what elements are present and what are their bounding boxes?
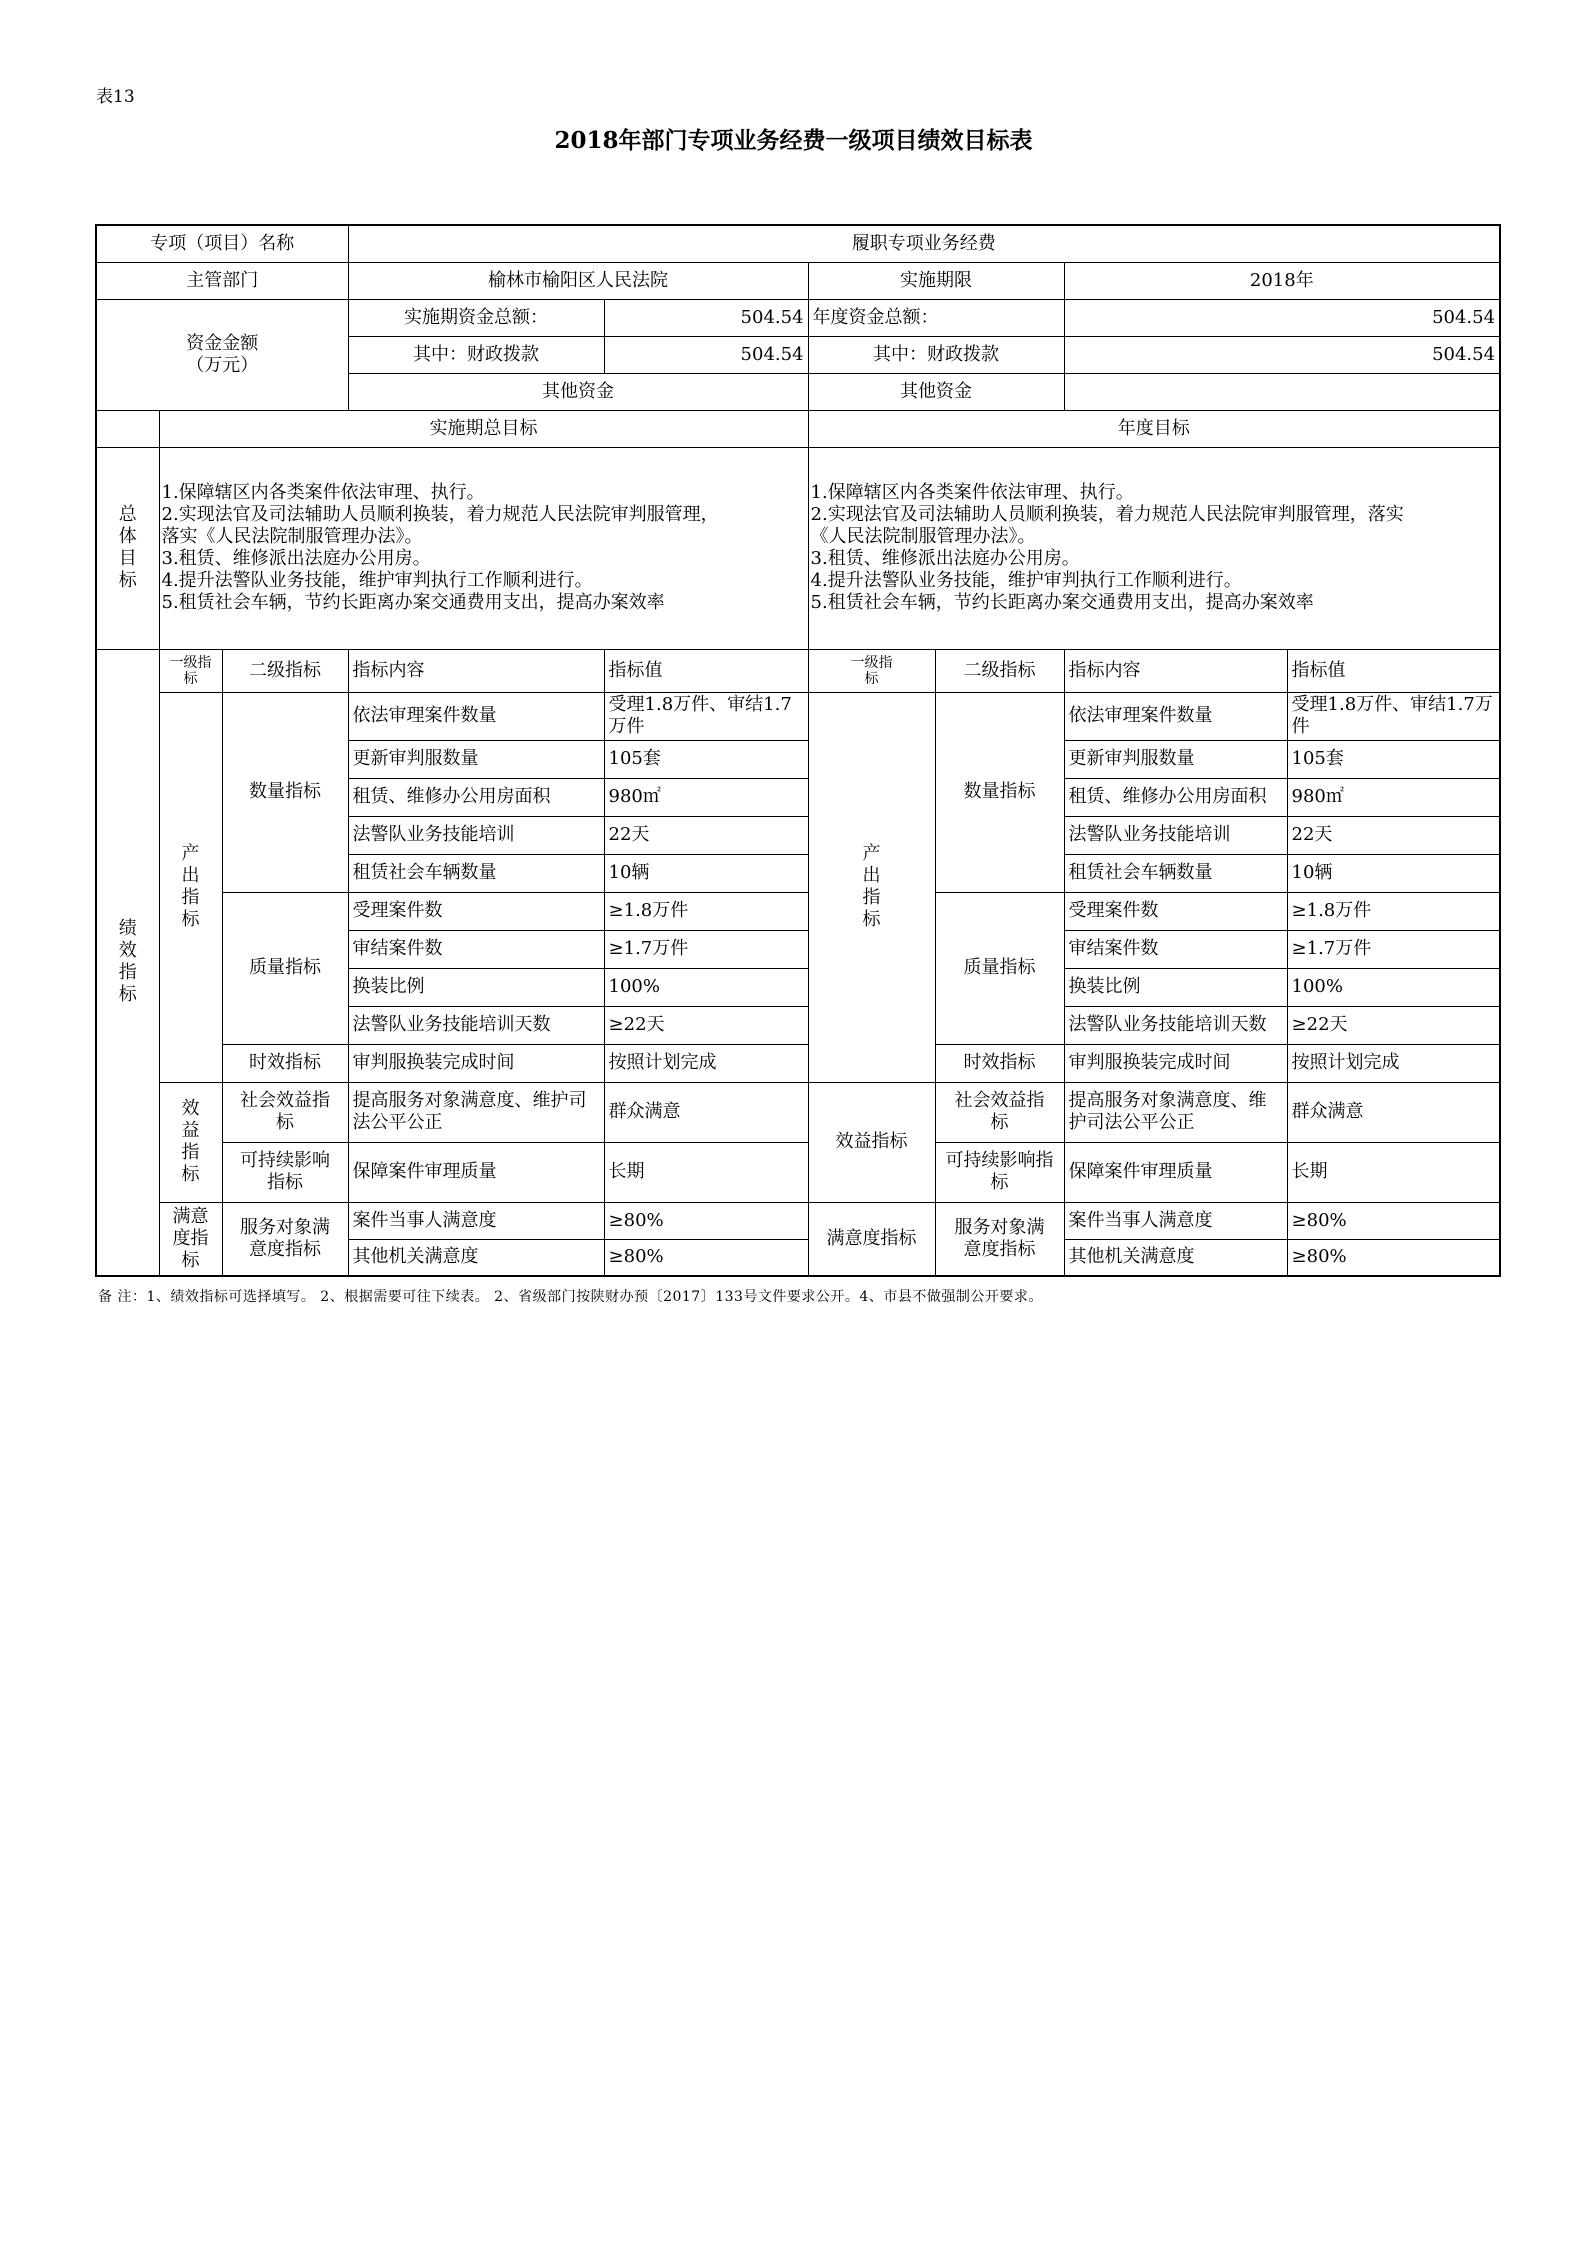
table-row xyxy=(96,1142,1500,1202)
period-total-label: 实施期资金总额： xyxy=(348,299,604,336)
annual-quantity-value: 受理1.8万件、审结1.7万件 xyxy=(1287,692,1500,740)
period-satisfaction-label: 满意度指标 xyxy=(159,1202,222,1276)
annual-output-label: 产出指标 xyxy=(808,692,935,1082)
annual-quantity-content: 租赁社会车辆数量 xyxy=(1064,854,1287,892)
annual-quality-content: 审结案件数 xyxy=(1064,930,1287,968)
annual-satisfaction-label: 满意度指标 xyxy=(808,1202,935,1276)
goals-content-row xyxy=(96,447,1500,649)
period-goal-line-3: 落实《人民法院制服管理办法》。 xyxy=(161,526,423,547)
annual-satisfaction-content: 案件当事人满意度 xyxy=(1064,1202,1287,1239)
annual-other-label: 其他资金 xyxy=(808,373,1064,410)
period-social-label: 社会效益指标 xyxy=(222,1082,348,1142)
period-level1-header: 一级指标 xyxy=(159,649,222,692)
annual-quantity-content: 法警队业务技能培训 xyxy=(1064,816,1287,854)
document-title: 2018年部门专项业务经费一级项目绩效目标表 xyxy=(554,127,1033,154)
period-satisfaction-content: 其他机关满意度 xyxy=(348,1239,604,1276)
period-goal-line-2: 2.实现法官及司法辅助人员顺利换装，着力规范人民法院审判服管理， xyxy=(161,504,719,525)
indicator-header-row xyxy=(96,649,1500,692)
table-row xyxy=(96,1082,1500,1142)
period-value: 2018年 xyxy=(1064,262,1500,299)
overall-goal-label: 总体目标 xyxy=(96,447,159,649)
annual-benefit-label: 效益指标 xyxy=(808,1082,935,1202)
period-fiscal-value: 504.54 xyxy=(604,336,808,373)
annual-quality-content: 受理案件数 xyxy=(1064,892,1287,930)
period-label: 实施期限 xyxy=(808,262,1064,299)
period-quantity-value: 受理1.8万件、审结1.7万件 xyxy=(604,692,808,740)
annual-other-value xyxy=(1064,373,1500,410)
performance-target-table xyxy=(95,224,1501,1277)
annual-timeliness-label: 时效指标 xyxy=(935,1044,1064,1082)
annual-content-header: 指标内容 xyxy=(1064,649,1287,692)
performance-indicator-label: 绩效指标 xyxy=(96,649,159,1276)
goals-header-blank xyxy=(96,410,159,447)
annual-total-label: 年度资金总额： xyxy=(808,299,1064,336)
funds-label-line2: （万元） xyxy=(186,354,259,376)
annual-quantity-content: 租赁、维修办公用房面积 xyxy=(1064,778,1287,816)
period-output-label: 产出指标 xyxy=(159,692,222,1082)
table-row xyxy=(96,692,1500,740)
annual-quality-label: 质量指标 xyxy=(935,892,1064,1044)
annual-value-header: 指标值 xyxy=(1287,649,1500,692)
period-total-value: 504.54 xyxy=(604,299,808,336)
period-satisfaction-content: 案件当事人满意度 xyxy=(348,1202,604,1239)
annual-timeliness-value: 按照计划完成 xyxy=(1287,1044,1500,1082)
annual-social-content: 提高服务对象满意度、维护司法公平公正 xyxy=(1064,1082,1287,1142)
department-label: 主管部门 xyxy=(96,262,348,299)
annual-quantity-label: 数量指标 xyxy=(935,692,1064,892)
table-row xyxy=(96,1202,1500,1239)
period-social-content: 提高服务对象满意度、维护司法公平公正 xyxy=(348,1082,604,1142)
footnote: 备 注：1、绩效指标可选择填写。 2、根据需要可往下续表。 2、省级部门按陕财办预〔2017〕133号文件要求公开。4、市县不做强制公开要求。 xyxy=(98,1289,1043,1305)
annual-satisfaction-content: 其他机关满意度 xyxy=(1064,1239,1287,1276)
annual-quantity-value: 22天 xyxy=(1287,816,1500,854)
period-quantity-value: 10辆 xyxy=(604,854,808,892)
annual-fiscal-label: 其中：财政拨款 xyxy=(808,336,1064,373)
period-timeliness-content: 审判服换装完成时间 xyxy=(348,1044,604,1082)
annual-quantity-content: 依法审理案件数量 xyxy=(1064,692,1287,740)
period-quality-content: 受理案件数 xyxy=(348,892,604,930)
annual-level1-header: 一级指标 xyxy=(808,649,935,692)
annual-quality-content: 换装比例 xyxy=(1064,968,1287,1006)
period-sustain-value: 长期 xyxy=(604,1142,808,1202)
annual-goal-line-3: 《人民法院制服管理办法》。 xyxy=(810,526,1036,547)
period-satisfaction-value: ≥80% xyxy=(604,1202,808,1239)
annual-quality-value: 100% xyxy=(1287,968,1500,1006)
annual-total-value: 504.54 xyxy=(1064,299,1500,336)
annual-quality-value: ≥1.8万件 xyxy=(1287,892,1500,930)
period-fiscal-label: 其中：财政拨款 xyxy=(348,336,604,373)
period-service-label: 服务对象满意度指标 xyxy=(222,1202,348,1276)
period-sustain-content: 保障案件审理质量 xyxy=(348,1142,604,1202)
annual-service-label: 服务对象满意度指标 xyxy=(935,1202,1064,1276)
project-name-label: 专项（项目）名称 xyxy=(96,225,348,262)
period-timeliness-value: 按照计划完成 xyxy=(604,1044,808,1082)
goals-header-row xyxy=(96,410,1500,447)
annual-goal-line-5: 4.提升法警队业务技能，维护审判执行工作顺利进行。 xyxy=(810,570,1242,591)
period-quantity-label: 数量指标 xyxy=(222,692,348,892)
department-value: 榆林市榆阳区人民法院 xyxy=(348,262,808,299)
funds-label-line1: 资金金额 xyxy=(186,332,259,354)
period-quality-value: 100% xyxy=(604,968,808,1006)
period-social-value: 群众满意 xyxy=(604,1082,808,1142)
annual-quantity-value: 10辆 xyxy=(1287,854,1500,892)
annual-quality-content: 法警队业务技能培训天数 xyxy=(1064,1006,1287,1044)
period-benefit-label: 效益指标 xyxy=(159,1082,222,1202)
period-quality-value: ≥1.7万件 xyxy=(604,930,808,968)
annual-goal-text xyxy=(808,447,1500,649)
annual-satisfaction-value: ≥80% xyxy=(1287,1202,1500,1239)
annual-goal-line-1: 1.保障辖区内各类案件依法审理、执行。 xyxy=(810,482,1134,503)
period-quantity-content: 租赁、维修办公用房面积 xyxy=(348,778,604,816)
period-quantity-value: 22天 xyxy=(604,816,808,854)
annual-social-label: 社会效益指标 xyxy=(935,1082,1064,1142)
annual-goal-line-4: 3.租赁、维修派出法庭办公用房。 xyxy=(810,548,1080,569)
annual-quantity-value: 980㎡ xyxy=(1287,778,1500,816)
period-quantity-content: 依法审理案件数量 xyxy=(348,692,604,740)
period-timeliness-label: 时效指标 xyxy=(222,1044,348,1082)
period-goal-header: 实施期总目标 xyxy=(159,410,808,447)
annual-social-value: 群众满意 xyxy=(1287,1082,1500,1142)
period-quantity-value: 980㎡ xyxy=(604,778,808,816)
period-quality-value: ≥22天 xyxy=(604,1006,808,1044)
table-row xyxy=(96,1044,1500,1082)
period-quality-value: ≥1.8万件 xyxy=(604,892,808,930)
period-satisfaction-value: ≥80% xyxy=(604,1239,808,1276)
annual-sustain-value: 长期 xyxy=(1287,1142,1500,1202)
annual-quality-value: ≥1.7万件 xyxy=(1287,930,1500,968)
period-goal-line-4: 3.租赁、维修派出法庭办公用房。 xyxy=(161,548,431,569)
funds-amount-label xyxy=(96,299,348,410)
period-goal-line-1: 1.保障辖区内各类案件依法审理、执行。 xyxy=(161,482,485,503)
period-quantity-content: 租赁社会车辆数量 xyxy=(348,854,604,892)
period-level2-header: 二级指标 xyxy=(222,649,348,692)
period-quality-content: 审结案件数 xyxy=(348,930,604,968)
period-quality-content: 法警队业务技能培训天数 xyxy=(348,1006,604,1044)
annual-level2-header: 二级指标 xyxy=(935,649,1064,692)
annual-fiscal-value: 504.54 xyxy=(1064,336,1500,373)
period-value-header: 指标值 xyxy=(604,649,808,692)
period-quantity-value: 105套 xyxy=(604,740,808,778)
annual-quantity-value: 105套 xyxy=(1287,740,1500,778)
period-quantity-content: 更新审判服数量 xyxy=(348,740,604,778)
table-number-label: 表13 xyxy=(96,87,135,107)
annual-goal-line-6: 5.租赁社会车辆，节约长距离办案交通费用支出，提高办案效率 xyxy=(810,592,1314,613)
period-goal-text xyxy=(159,447,808,649)
project-name-value: 履职专项业务经费 xyxy=(348,225,1500,262)
annual-goal-line-2: 2.实现法官及司法辅助人员顺利换装，着力规范人民法院审判服管理，落实 xyxy=(810,504,1404,525)
annual-goal-header: 年度目标 xyxy=(808,410,1500,447)
annual-sustain-label: 可持续影响指标 xyxy=(935,1142,1064,1202)
period-goal-line-5: 4.提升法警队业务技能，维护审判执行工作顺利进行。 xyxy=(161,570,593,591)
annual-quality-value: ≥22天 xyxy=(1287,1006,1500,1044)
annual-timeliness-content: 审判服换装完成时间 xyxy=(1064,1044,1287,1082)
period-goal-line-6: 5.租赁社会车辆，节约长距离办案交通费用支出，提高办案效率 xyxy=(161,592,665,613)
department-row xyxy=(96,262,1500,299)
period-sustain-label: 可持续影响指标 xyxy=(222,1142,348,1202)
annual-sustain-content: 保障案件审理质量 xyxy=(1064,1142,1287,1202)
period-quality-content: 换装比例 xyxy=(348,968,604,1006)
period-content-header: 指标内容 xyxy=(348,649,604,692)
annual-satisfaction-value: ≥80% xyxy=(1287,1239,1500,1276)
period-other-label: 其他资金 xyxy=(348,373,808,410)
funds-total-row xyxy=(96,299,1500,336)
period-quality-label: 质量指标 xyxy=(222,892,348,1044)
project-name-row xyxy=(96,225,1500,262)
annual-quantity-content: 更新审判服数量 xyxy=(1064,740,1287,778)
period-quantity-content: 法警队业务技能培训 xyxy=(348,816,604,854)
table-row xyxy=(96,892,1500,930)
